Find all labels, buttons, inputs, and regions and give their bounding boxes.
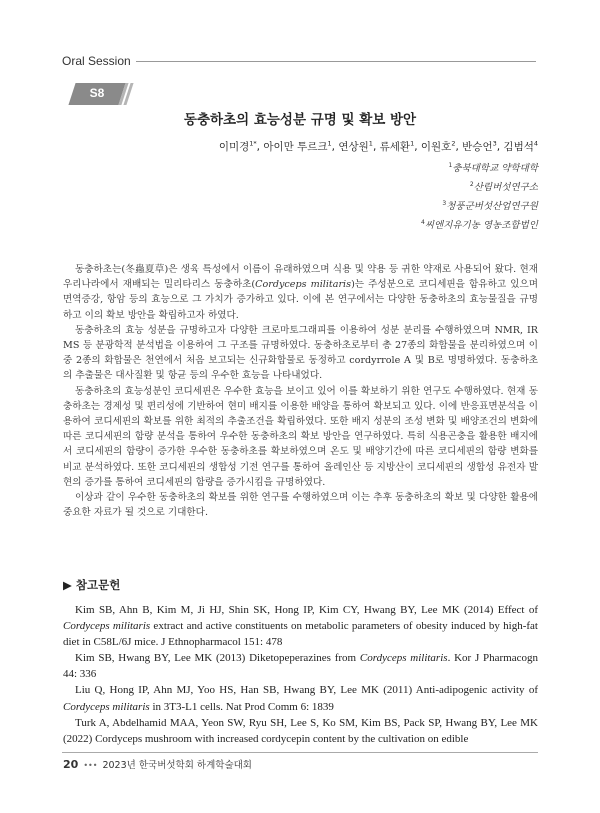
author: 이미경 — [218, 141, 250, 153]
author: 류세환 — [379, 141, 411, 153]
author: 아이만 투르크 — [263, 141, 328, 153]
author-sup: 4 — [533, 139, 538, 148]
affiliation-text: 씨엔지유기농 영농조합법인 — [424, 220, 538, 232]
reference-item: Kim SB, Hwang BY, Lee MK (2013) Diketopeperazines from Cordyceps militaris. Kor J Pharmacogn 44: 336 — [63, 652, 538, 681]
references-heading-text: 참고문헌 — [75, 578, 121, 592]
abstract-paragraph: 이상과 같이 우수한 동충하초의 확보를 위한 연구를 수행하였으며 이는 추후 동충하초의 확보 및 다양한 활용에 중요한 자료가 될 것으로 기대한다. — [63, 492, 538, 519]
affiliation-list — [421, 156, 538, 232]
affiliation-sup: 4 — [421, 219, 425, 226]
page-number: 20 — [63, 758, 79, 771]
affiliation-sup: 2 — [469, 181, 474, 188]
abstract-body — [63, 262, 538, 520]
author: 반승언 — [462, 141, 493, 153]
header-rule — [136, 61, 536, 62]
abstract-paragraph: 동충하초의 효능성분인 코디세핀은 우수한 효능을 보이고 있어 이를 확보하기 위한 연구도 수행하였다. 현재 동충하초는 경제성 및 편리성에 기반하여 현미 배지를 이용한 배양을 통하여 확보되고 있다. 이에 반응표면분석을 이용하여 코디세핀의 확보를 위한 최적의 추출조건을 확립하였다. 또한 배지 성분의 조성 변화 및 배양조건의 변화에 따른 코디세핀의 함량 분석을 통하여 우수한 동충하초의 확보 방안을 연구하였다. 특히 식용곤충을 활용한 배지에서 코디세핀의 함량이 증가한 우수한 동충하초를 확보하였으며 온도 및 배양기간에 따른 코디세핀의 함량 변화를 비교 분석하였다. 또한 코디세핀의 생합성 기전 연구를 통하여 올레인산 등 지방산이 코디세핀의 생합성 유전자 발현의 증가를 통하여 코디세핀의 함량을 증가시킴을 규명하였다. — [63, 385, 538, 488]
references-heading — [63, 577, 120, 593]
affiliation — [421, 175, 538, 194]
affiliation-text: 충북대학교 약학대학 — [452, 163, 538, 175]
section-label: Oral Session — [62, 54, 131, 68]
author: 이원호 — [420, 141, 452, 153]
session-badge-label: S8 — [89, 86, 105, 100]
author: 연상원 — [338, 141, 369, 153]
author-sup: 2 — [451, 139, 456, 148]
paper-title: 동충하초의 효능성분 규명 및 확보 방안 — [183, 112, 417, 128]
page-footer — [63, 757, 252, 771]
reference-item: Turk A, Abdelhamid MAA, Yeon SW, Ryu SH, Lee S, Ko SM, Kim BS, Pack SP, Hwang BY, Lee MK (2022) Cordyceps mushroom with increased cordycepin content by the cultivation on edible — [63, 716, 538, 745]
triangle-bullet-icon: ▶ — [63, 578, 72, 592]
author: 김범석 — [503, 141, 534, 153]
affiliation-sup: 3 — [442, 200, 447, 207]
affiliation — [421, 156, 538, 175]
reference-item: Liu Q, Hong IP, Ahn MJ, Yoo HS, Han SB, Hwang BY, Lee MK (2011) Anti-adipogenic activity of Cordyceps militaris in 3T3-L1 cells. Nat Prod Comm 6: 1839 — [63, 684, 538, 713]
affiliation — [421, 213, 538, 232]
author-sup: 3 — [492, 139, 497, 148]
affiliation — [421, 194, 538, 213]
affiliation-text: 청풍군버섯산업연구원 — [446, 201, 538, 213]
abstract-paragraph: 동충하초는(冬蟲夏草)은 생육 특성에서 이름이 유래하였으며 식용 및 약용 등 귀한 약재로 사용되어 왔다. 현재 우리나라에서 재배되는 밀리타리스 동충하초(Cordyceps militaris)는 주성분으로 코디세핀을 함유하고 있으며 면역증강, 항암 등의 효능으로 그 가치가 증가하고 있다. 이에 본 연구에서는 다양한 동충하초의 효능물질을 규명하고 이의 확보 방안을 확립하고자 하였다. — [63, 264, 538, 321]
author-sup: 1 — [368, 139, 373, 148]
author-sup: 1 — [410, 139, 415, 148]
author-list: 이미경$^{1*}$, 아이만 투르크$^1$, 연상원$^1$, 류세환$^1$, 이원호$^2$, 반승언$^3$, 김범석$^4$ — [218, 139, 538, 153]
affiliation-text: 산림버섯연구소 — [473, 182, 538, 194]
footer-text: 2023년 한국버섯학회 하계학술대회 — [102, 760, 252, 771]
footer-rule — [62, 752, 538, 753]
author-sup: 1* — [249, 139, 257, 148]
author-sup: 1 — [327, 139, 332, 148]
reference-list — [63, 602, 538, 747]
abstract-paragraph: 동충하초의 효능 성분을 규명하고자 다양한 크로마토그래피를 이용하여 성분 분리를 수행하였으며 NMR, IR MS 등 분광학적 분석법을 이용하여 그 구조를 규명하였다. 동충하초로부터 총 27종의 화합물을 분리하였으며 이 중 2종의 화합물은 천연에서 처음 보고되는 신규화합물로 동정하고 cordyrrole A 및 B로 명명하였다. 동충하초의 추출물은 대사질환 및 항균 등의 우수한 효능을 나타내었다. — [63, 324, 538, 382]
footer-dots: ••• — [83, 761, 98, 770]
affiliation-sup: 1 — [448, 162, 453, 169]
reference-item: Kim SB, Ahn B, Kim M, Ji HJ, Shin SK, Hong IP, Kim CY, Hwang BY, Lee MK (2014) Effect of Cordyceps militaris extract and active constituents on metabolic parameters of obesity induced by high-fat diet in C58L/6J mice. J Ethnopharmacol 151: 478 — [63, 604, 538, 649]
